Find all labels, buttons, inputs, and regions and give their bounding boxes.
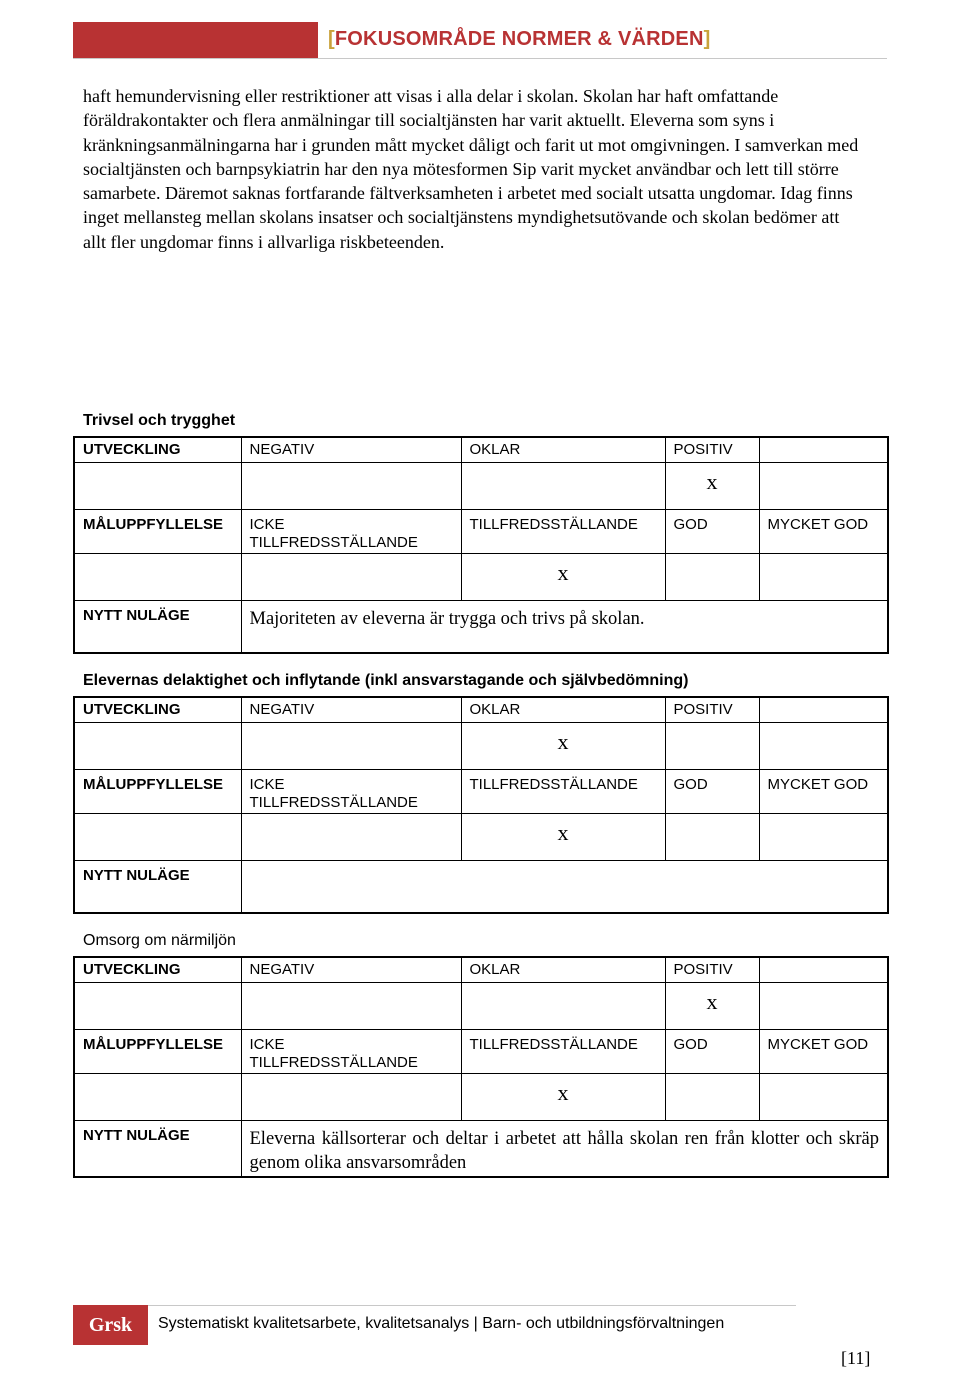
label-negativ: NEGATIV <box>241 957 461 983</box>
mark-cell <box>665 554 759 601</box>
header-divider <box>73 58 887 59</box>
footer-text: Systematiskt kvalitetsarbete, kvalitetsanalys | Barn- och utbildningsförvaltningen <box>158 1315 725 1332</box>
assessment-table-trivsel <box>73 436 889 654</box>
empty-cell <box>74 723 241 770</box>
label-god: GOD <box>665 770 759 814</box>
label-icke-tillfreds: ICKE TILLFREDSSTÄLLANDE <box>241 510 461 554</box>
label-oklar: OKLAR <box>461 437 665 463</box>
label-god: GOD <box>665 510 759 554</box>
nytt-nulage-value: Majoriteten av eleverna är trygga och trivs på skolan. <box>249 609 645 629</box>
page-number: [11] <box>841 1348 871 1368</box>
empty-cell <box>74 463 241 510</box>
label-god: GOD <box>665 1030 759 1074</box>
mark-cell <box>461 463 665 510</box>
empty-cell <box>759 1074 888 1121</box>
mark-cell <box>461 983 665 1030</box>
label-oklar: OKLAR <box>461 697 665 723</box>
footer-divider <box>148 1305 796 1306</box>
mark-cell-tillfreds <box>461 814 665 861</box>
empty-cell <box>74 814 241 861</box>
empty-cell <box>759 554 888 601</box>
header-title: [FOKUSOMRÅDE NORMER & VÄRDEN] <box>328 28 711 50</box>
label-nytt-nulage: NYTT NULÄGE <box>74 861 241 914</box>
section-title-delaktighet: Elevernas delaktighet och inflytande (inkl ansvarstagande och självbedömning) <box>83 672 689 689</box>
maluppfyllelse-mark: x <box>557 1080 569 1105</box>
label-nytt-nulage: NYTT NULÄGE <box>74 601 241 654</box>
label-mycket-god: MYCKET GOD <box>759 770 888 814</box>
empty-cell <box>759 723 888 770</box>
label-utveckling: UTVECKLING <box>74 697 241 723</box>
label-positiv: POSITIV <box>665 437 759 463</box>
maluppfyllelse-mark: x <box>557 820 569 845</box>
utveckling-mark: x <box>706 989 718 1014</box>
empty-cell <box>759 437 888 463</box>
body-paragraph: haft hemundervisning eller restriktioner att visas i alla delar i skolan. Skolan har haft omfattande föräldrakontakter och flera anmälningar till socialtjänsten har varit aktuellt. Eleverna som syns i kränkningsanmälningarna har i grunden mått mycket dåligt och farit ut mot omgivningen. I samverkan med socialtjänsten och barnpsykiatrin har den nya mötesformen Sip varit mycket användbar och lett till större samarbete. Däremot saknas fortfarande fältverksamheten i arbetet med socialt utsatta ungdomar. Idag finns inget mellansteg mellan skolans insatser och socialtjänstens myndighetsutövande och skolan bedömer att allt fler ungdomar finns i allvarliga riskbeteenden. <box>83 86 859 252</box>
empty-cell <box>759 957 888 983</box>
label-utveckling: UTVECKLING <box>74 957 241 983</box>
utveckling-mark: x <box>706 469 718 494</box>
mark-cell-positiv <box>665 983 759 1030</box>
label-maluppfyllelse: MÅLUPPFYLLELSE <box>74 510 241 554</box>
section-title-trivsel: Trivsel och trygghet <box>83 412 236 429</box>
label-mycket-god: MYCKET GOD <box>759 1030 888 1074</box>
label-icke-tillfreds: ICKE TILLFREDSSTÄLLANDE <box>241 770 461 814</box>
empty-cell <box>759 697 888 723</box>
mark-cell <box>241 463 461 510</box>
section-title-omsorg: Omsorg om närmiljön <box>83 932 236 949</box>
footer-logo: Grsk <box>73 1305 148 1345</box>
empty-cell <box>74 554 241 601</box>
empty-cell <box>759 814 888 861</box>
assessment-table-delaktighet <box>73 696 889 914</box>
mark-cell <box>241 983 461 1030</box>
label-oklar: OKLAR <box>461 957 665 983</box>
label-tillfreds: TILLFREDSSTÄLLANDE <box>461 770 665 814</box>
nytt-nulage-text <box>241 861 888 914</box>
empty-cell <box>759 983 888 1030</box>
label-nytt-nulage: NYTT NULÄGE <box>74 1121 241 1178</box>
mark-cell <box>665 1074 759 1121</box>
nytt-nulage-text <box>241 601 888 654</box>
utveckling-mark: x <box>557 729 569 754</box>
label-mycket-god: MYCKET GOD <box>759 510 888 554</box>
header-color-block <box>73 22 318 58</box>
maluppfyllelse-mark: x <box>557 560 569 585</box>
label-tillfreds: TILLFREDSSTÄLLANDE <box>461 1030 665 1074</box>
label-utveckling: UTVECKLING <box>74 437 241 463</box>
mark-cell <box>665 814 759 861</box>
label-maluppfyllelse: MÅLUPPFYLLELSE <box>74 1030 241 1074</box>
label-negativ: NEGATIV <box>241 697 461 723</box>
assessment-table-omsorg <box>73 956 889 1178</box>
mark-cell <box>241 723 461 770</box>
mark-cell-tillfreds <box>461 1074 665 1121</box>
label-negativ: NEGATIV <box>241 437 461 463</box>
nytt-nulage-value: Eleverna källsorterar och deltar i arbetet att hålla skolan ren från klotter och skräp genom olika ansvarsområden <box>249 1129 879 1173</box>
mark-cell <box>241 554 461 601</box>
mark-cell-positiv <box>665 463 759 510</box>
empty-cell <box>74 983 241 1030</box>
label-icke-tillfreds: ICKE TILLFREDSSTÄLLANDE <box>241 1030 461 1074</box>
nytt-nulage-text <box>241 1121 888 1178</box>
label-positiv: POSITIV <box>665 957 759 983</box>
mark-cell-tillfreds <box>461 554 665 601</box>
label-tillfreds: TILLFREDSSTÄLLANDE <box>461 510 665 554</box>
mark-cell <box>241 814 461 861</box>
mark-cell <box>241 1074 461 1121</box>
empty-cell <box>759 463 888 510</box>
mark-cell <box>665 723 759 770</box>
label-maluppfyllelse: MÅLUPPFYLLELSE <box>74 770 241 814</box>
label-positiv: POSITIV <box>665 697 759 723</box>
empty-cell <box>74 1074 241 1121</box>
mark-cell-oklar <box>461 723 665 770</box>
